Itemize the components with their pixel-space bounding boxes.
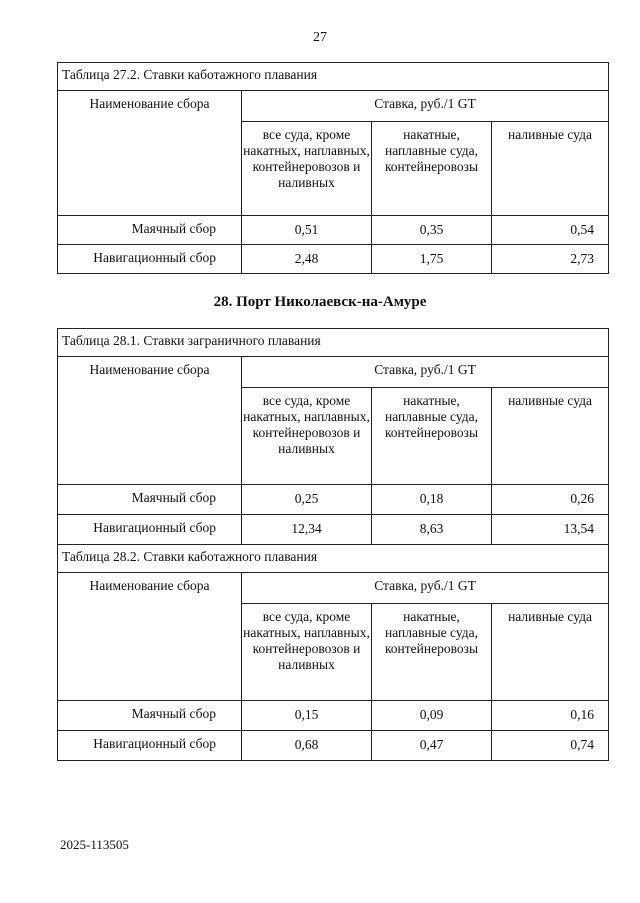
rate-value: 0,09 bbox=[372, 701, 492, 731]
fee-name-header: Наименование сбора bbox=[58, 91, 242, 216]
rate-value: 2,48 bbox=[242, 245, 372, 274]
table-row bbox=[58, 731, 609, 761]
rate-value: 0,25 bbox=[242, 485, 372, 515]
rate-value: 0,35 bbox=[372, 216, 492, 245]
table-caption: Таблица 27.2. Ставки каботажного плавания bbox=[58, 63, 609, 91]
rate-header: Ставка, руб./1 GT bbox=[242, 357, 609, 388]
rate-value: 0,18 bbox=[372, 485, 492, 515]
fee-name-header: Наименование сбора bbox=[58, 573, 242, 701]
fee-name: Маячный сбор bbox=[58, 216, 242, 245]
rate-value: 0,15 bbox=[242, 701, 372, 731]
table-caption: Таблица 28.2. Ставки каботажного плавания bbox=[58, 545, 609, 573]
subheader-roro-container: накатные, наплавные суда, контейнеровозы bbox=[372, 388, 492, 485]
section-heading: 28. Порт Николаевск-на-Амуре bbox=[213, 294, 427, 310]
subheader-roro-container: накатные, наплавные суда, контейнеровозы bbox=[372, 604, 492, 701]
rate-value: 0,51 bbox=[242, 216, 372, 245]
rate-value: 8,63 bbox=[372, 515, 492, 545]
fee-name: Маячный сбор bbox=[58, 701, 242, 731]
fee-name: Навигационный сбор bbox=[58, 515, 242, 545]
rate-value: 0,16 bbox=[492, 701, 609, 731]
subheader-tankers: наливные суда bbox=[492, 604, 609, 701]
document-number: 2025-113505 bbox=[60, 837, 129, 852]
rates-table-28 bbox=[57, 328, 609, 761]
fee-name-header: Наименование сбора bbox=[58, 357, 242, 485]
rates-table-27-2 bbox=[57, 62, 609, 274]
subheader-tankers: наливные суда bbox=[492, 122, 609, 216]
rate-value: 0,47 bbox=[372, 731, 492, 761]
rate-value: 0,26 bbox=[492, 485, 609, 515]
page-number: 27 bbox=[313, 30, 327, 45]
subheader-all-vessels: все суда, кроме накатных, наплавных, контейнеровозов и наливных bbox=[242, 604, 372, 701]
table-row bbox=[58, 216, 609, 245]
rate-value: 2,73 bbox=[492, 245, 609, 274]
rate-header: Ставка, руб./1 GT bbox=[242, 91, 609, 122]
subheader-all-vessels: все суда, кроме накатных, наплавных, контейнеровозов и наливных bbox=[242, 122, 372, 216]
table-row bbox=[58, 515, 609, 545]
table-row bbox=[58, 701, 609, 731]
rate-value: 0,74 bbox=[492, 731, 609, 761]
table-row bbox=[58, 245, 609, 274]
rate-value: 0,54 bbox=[492, 216, 609, 245]
rate-value: 1,75 bbox=[372, 245, 492, 274]
fee-name: Маячный сбор bbox=[58, 485, 242, 515]
subheader-roro-container: накатные, наплавные суда, контейнеровозы bbox=[372, 122, 492, 216]
fee-name: Навигационный сбор bbox=[58, 245, 242, 274]
rate-value: 0,68 bbox=[242, 731, 372, 761]
rate-header: Ставка, руб./1 GT bbox=[242, 573, 609, 604]
rate-value: 13,54 bbox=[492, 515, 609, 545]
subheader-tankers: наливные суда bbox=[492, 388, 609, 485]
table-caption: Таблица 28.1. Ставки заграничного плавания bbox=[58, 329, 609, 357]
fee-name: Навигационный сбор bbox=[58, 731, 242, 761]
subheader-all-vessels: все суда, кроме накатных, наплавных, контейнеровозов и наливных bbox=[242, 388, 372, 485]
rate-value: 12,34 bbox=[242, 515, 372, 545]
table-row bbox=[58, 485, 609, 515]
